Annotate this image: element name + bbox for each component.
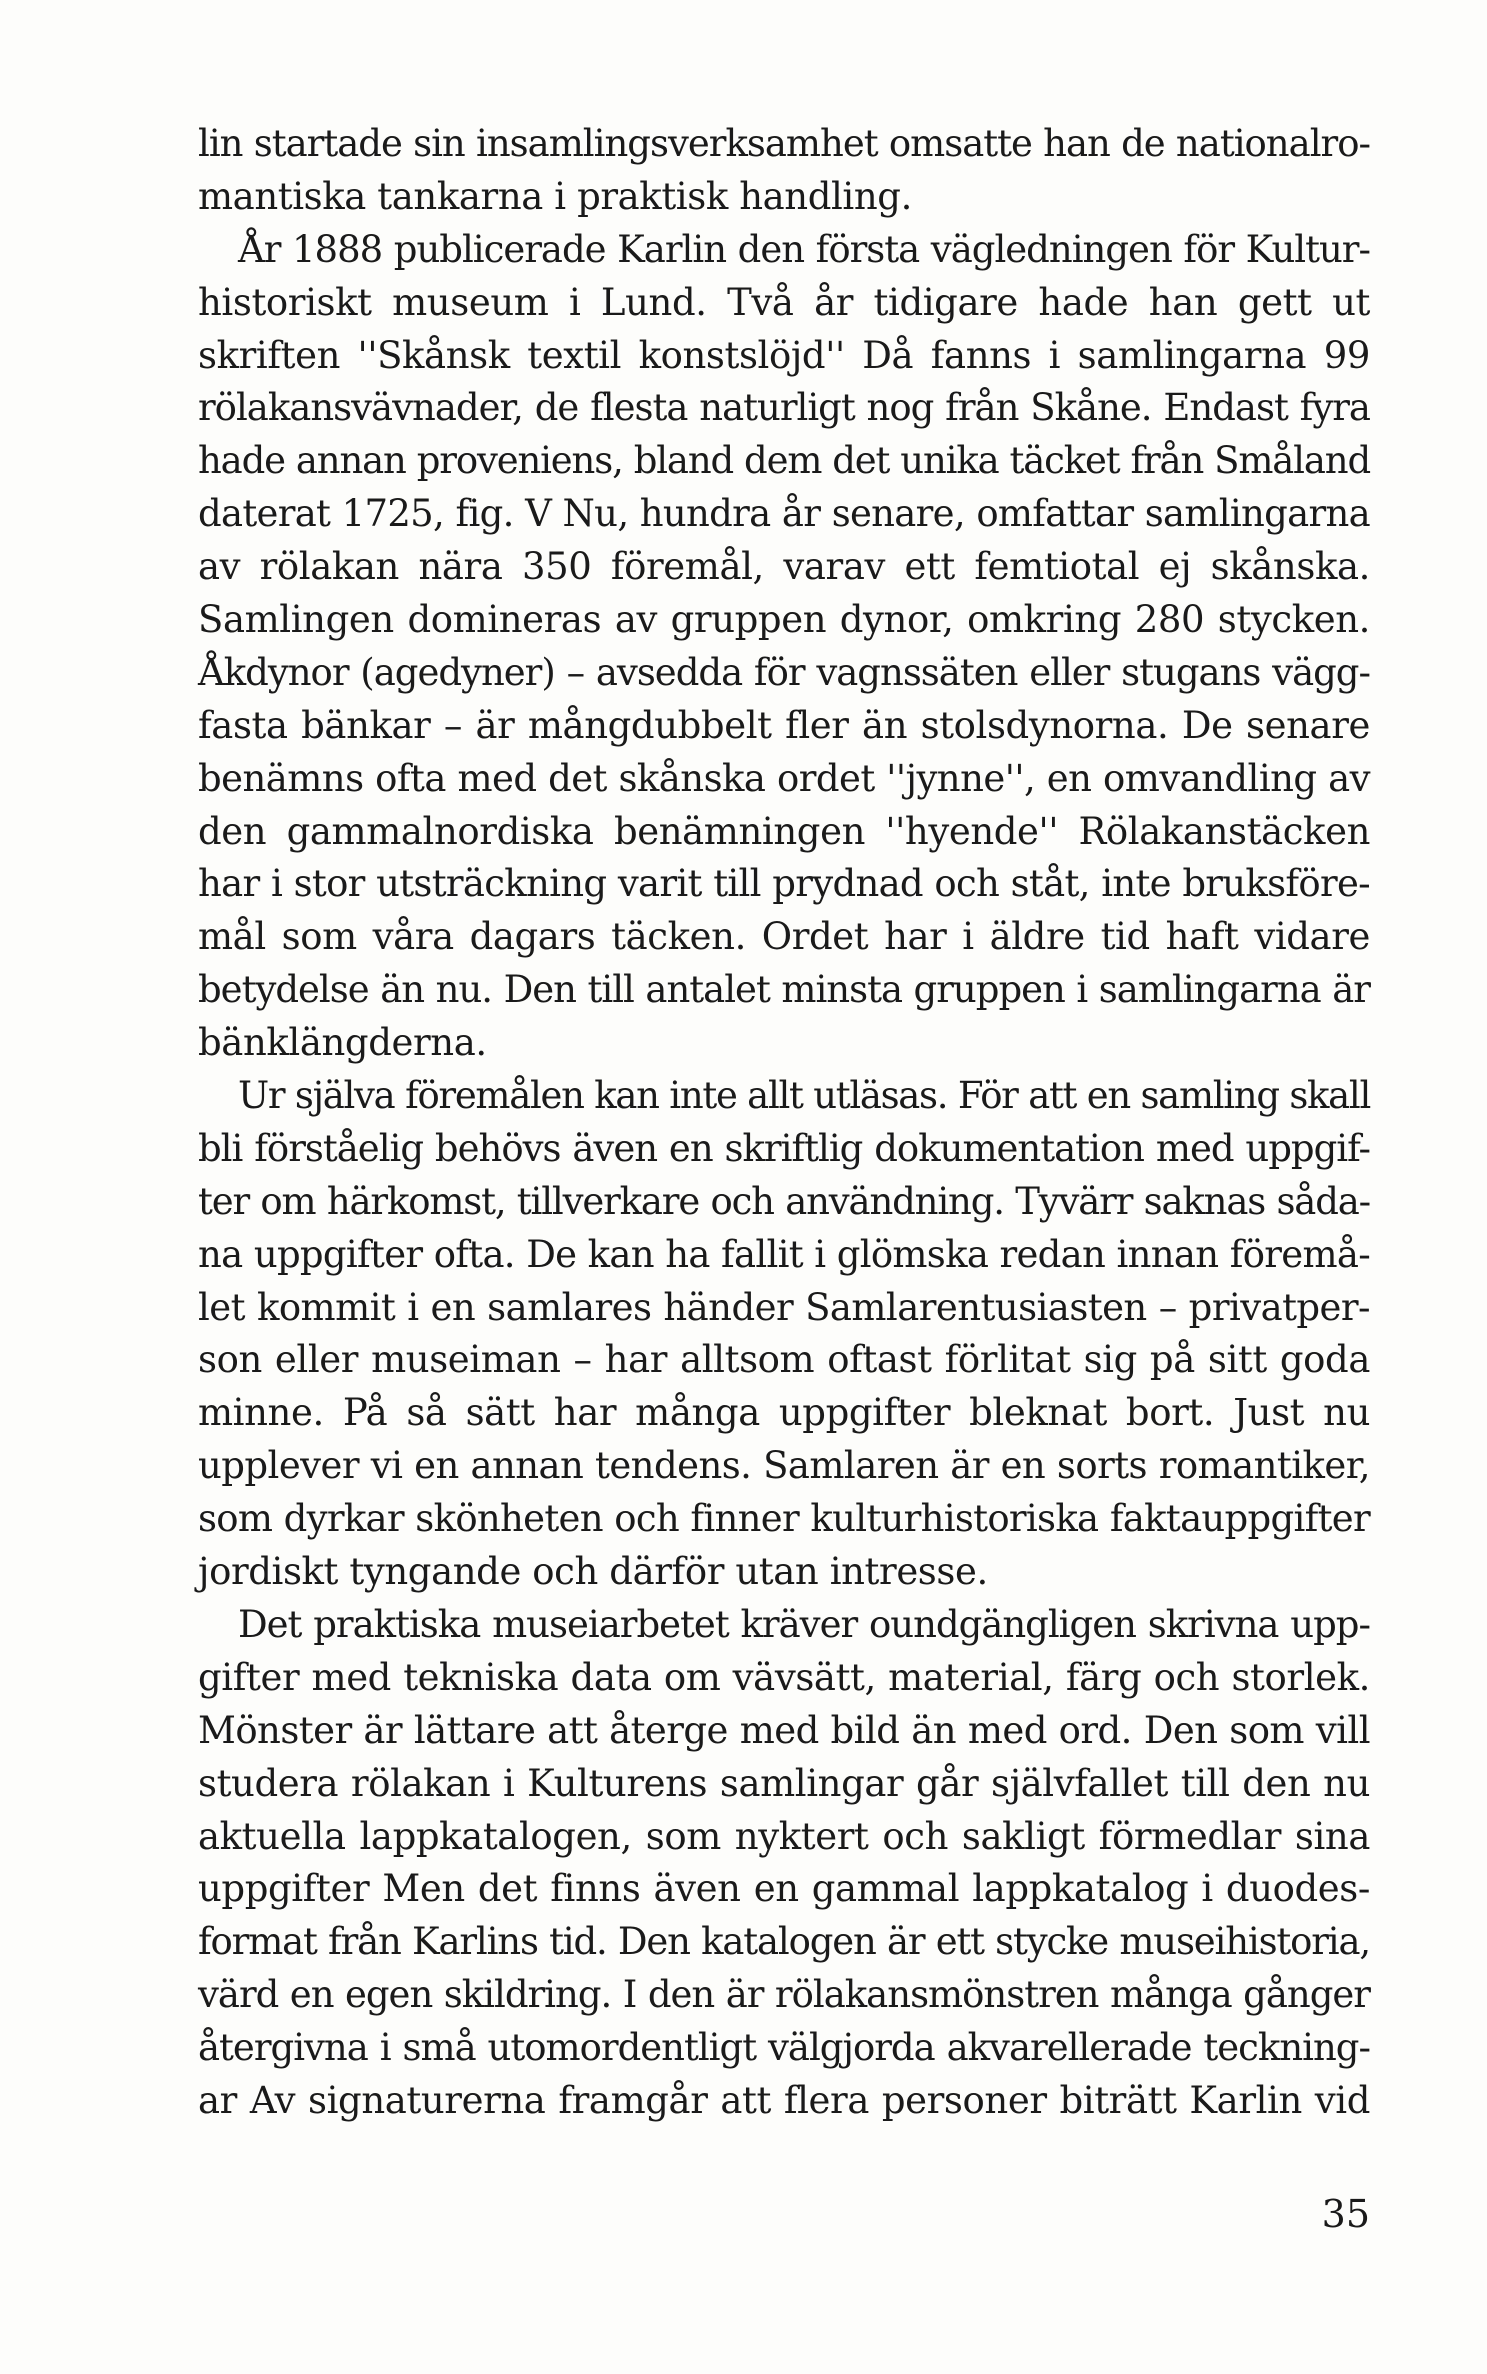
text-line: jordiskt tyngande och därför utan intresse.: [198, 1550, 988, 1594]
text-line: bänklängderna.: [198, 1021, 487, 1065]
text-line: bli förståelig behövs även en skriftlig dokumentation med uppgif-: [198, 1126, 1370, 1170]
text-line: let kommit i en samlares händer Samlarentusiasten – privatper-: [198, 1285, 1370, 1329]
text-line: format från Karlins tid. Den katalogen är ett stycke museihistoria,: [198, 1920, 1370, 1964]
text-line: aktuella lappkatalogen, som nyktert och sakligt förmedlar sina: [198, 1814, 1370, 1858]
text-line: daterat 1725, fig. V Nu, hundra år senare, omfattar samlingarna: [198, 492, 1370, 536]
text-line: mantiska tankarna i praktisk handling.: [198, 174, 912, 218]
body-text: [198, 118, 1370, 2128]
text-line: uppgifter Men det finns även en gammal lappkatalog i duodes-: [198, 1867, 1370, 1911]
text-line: ar Av signaturerna framgår att flera personer biträtt Karlin vid: [198, 2078, 1370, 2122]
text-line: Det praktiska museiarbetet kräver oundgängligen skrivna upp-: [238, 1602, 1370, 1646]
page-number: 35: [1321, 2192, 1370, 2236]
text-line: ter om härkomst, tillverkare och användning. Tyvärr saknas såda-: [198, 1179, 1370, 1223]
text-line: historiskt museum i Lund. Två år tidigare hade han gett ut: [198, 280, 1370, 324]
text-line: skriften ''Skånsk textil konstslöjd'' Då fanns i samlingarna 99: [198, 333, 1370, 377]
text-line: betydelse än nu. Den till antalet minsta gruppen i samlingarna är: [198, 968, 1370, 1012]
text-line: År 1888 publicerade Karlin den första vägledningen för Kultur-: [238, 227, 1370, 271]
text-line: som dyrkar skönheten och finner kulturhistoriska faktauppgifter: [198, 1497, 1370, 1541]
text-line: hade annan proveniens, bland dem det unika täcket från Småland: [198, 439, 1370, 483]
text-line: lin startade sin insamlingsverksamhet omsatte han de nationalro-: [198, 122, 1370, 165]
text-line: mål som våra dagars täcken. Ordet har i äldre tid haft vidare: [198, 915, 1370, 959]
text-line: minne. På så sätt har många uppgifter bleknat bort. Just nu: [198, 1391, 1370, 1435]
text-line: värd en egen skildring. I den är rölakansmönstren många gånger: [198, 1973, 1370, 2017]
text-line: gifter med tekniska data om vävsätt, material, färg och storlek.: [198, 1655, 1370, 1699]
text-line: Åkdynor (agedyner) – avsedda för vagnssäten eller stugans vägg-: [198, 650, 1370, 694]
text-line: son eller museiman – har alltsom oftast förlitat sig på sitt goda: [198, 1338, 1370, 1382]
text-line: Samlingen domineras av gruppen dynor, omkring 280 stycken.: [198, 598, 1370, 642]
text-line: studera rölakan i Kulturens samlingar går självfallet till den nu: [198, 1761, 1370, 1805]
text-line: na uppgifter ofta. De kan ha fallit i glömska redan innan föremå-: [198, 1232, 1370, 1276]
text-line: rölakansvävnader, de flesta naturligt nog från Skåne. Endast fyra: [198, 386, 1370, 430]
text-line: Ur själva föremålen kan inte allt utläsas. För att en samling skall: [238, 1074, 1370, 1118]
text-line: har i stor utsträckning varit till prydnad och ståt, inte bruksföre-: [198, 862, 1370, 906]
text-line: upplever vi en annan tendens. Samlaren är en sorts romantiker,: [198, 1444, 1370, 1488]
text-line: Mönster är lättare att återge med bild än med ord. Den som vill: [198, 1708, 1370, 1752]
text-line: av rölakan nära 350 föremål, varav ett femtiotal ej skånska.: [198, 545, 1370, 589]
text-line: återgivna i små utomordentligt välgjorda akvarellerade teckning-: [198, 2026, 1370, 2070]
text-line: fasta bänkar – är mångdubbelt fler än stolsdynorna. De senare: [198, 703, 1370, 747]
text-line: benämns ofta med det skånska ordet ''jynne'', en omvandling av: [198, 756, 1370, 800]
text-line: den gammalnordiska benämningen ''hyende'' Rölakanstäcken: [198, 809, 1370, 853]
